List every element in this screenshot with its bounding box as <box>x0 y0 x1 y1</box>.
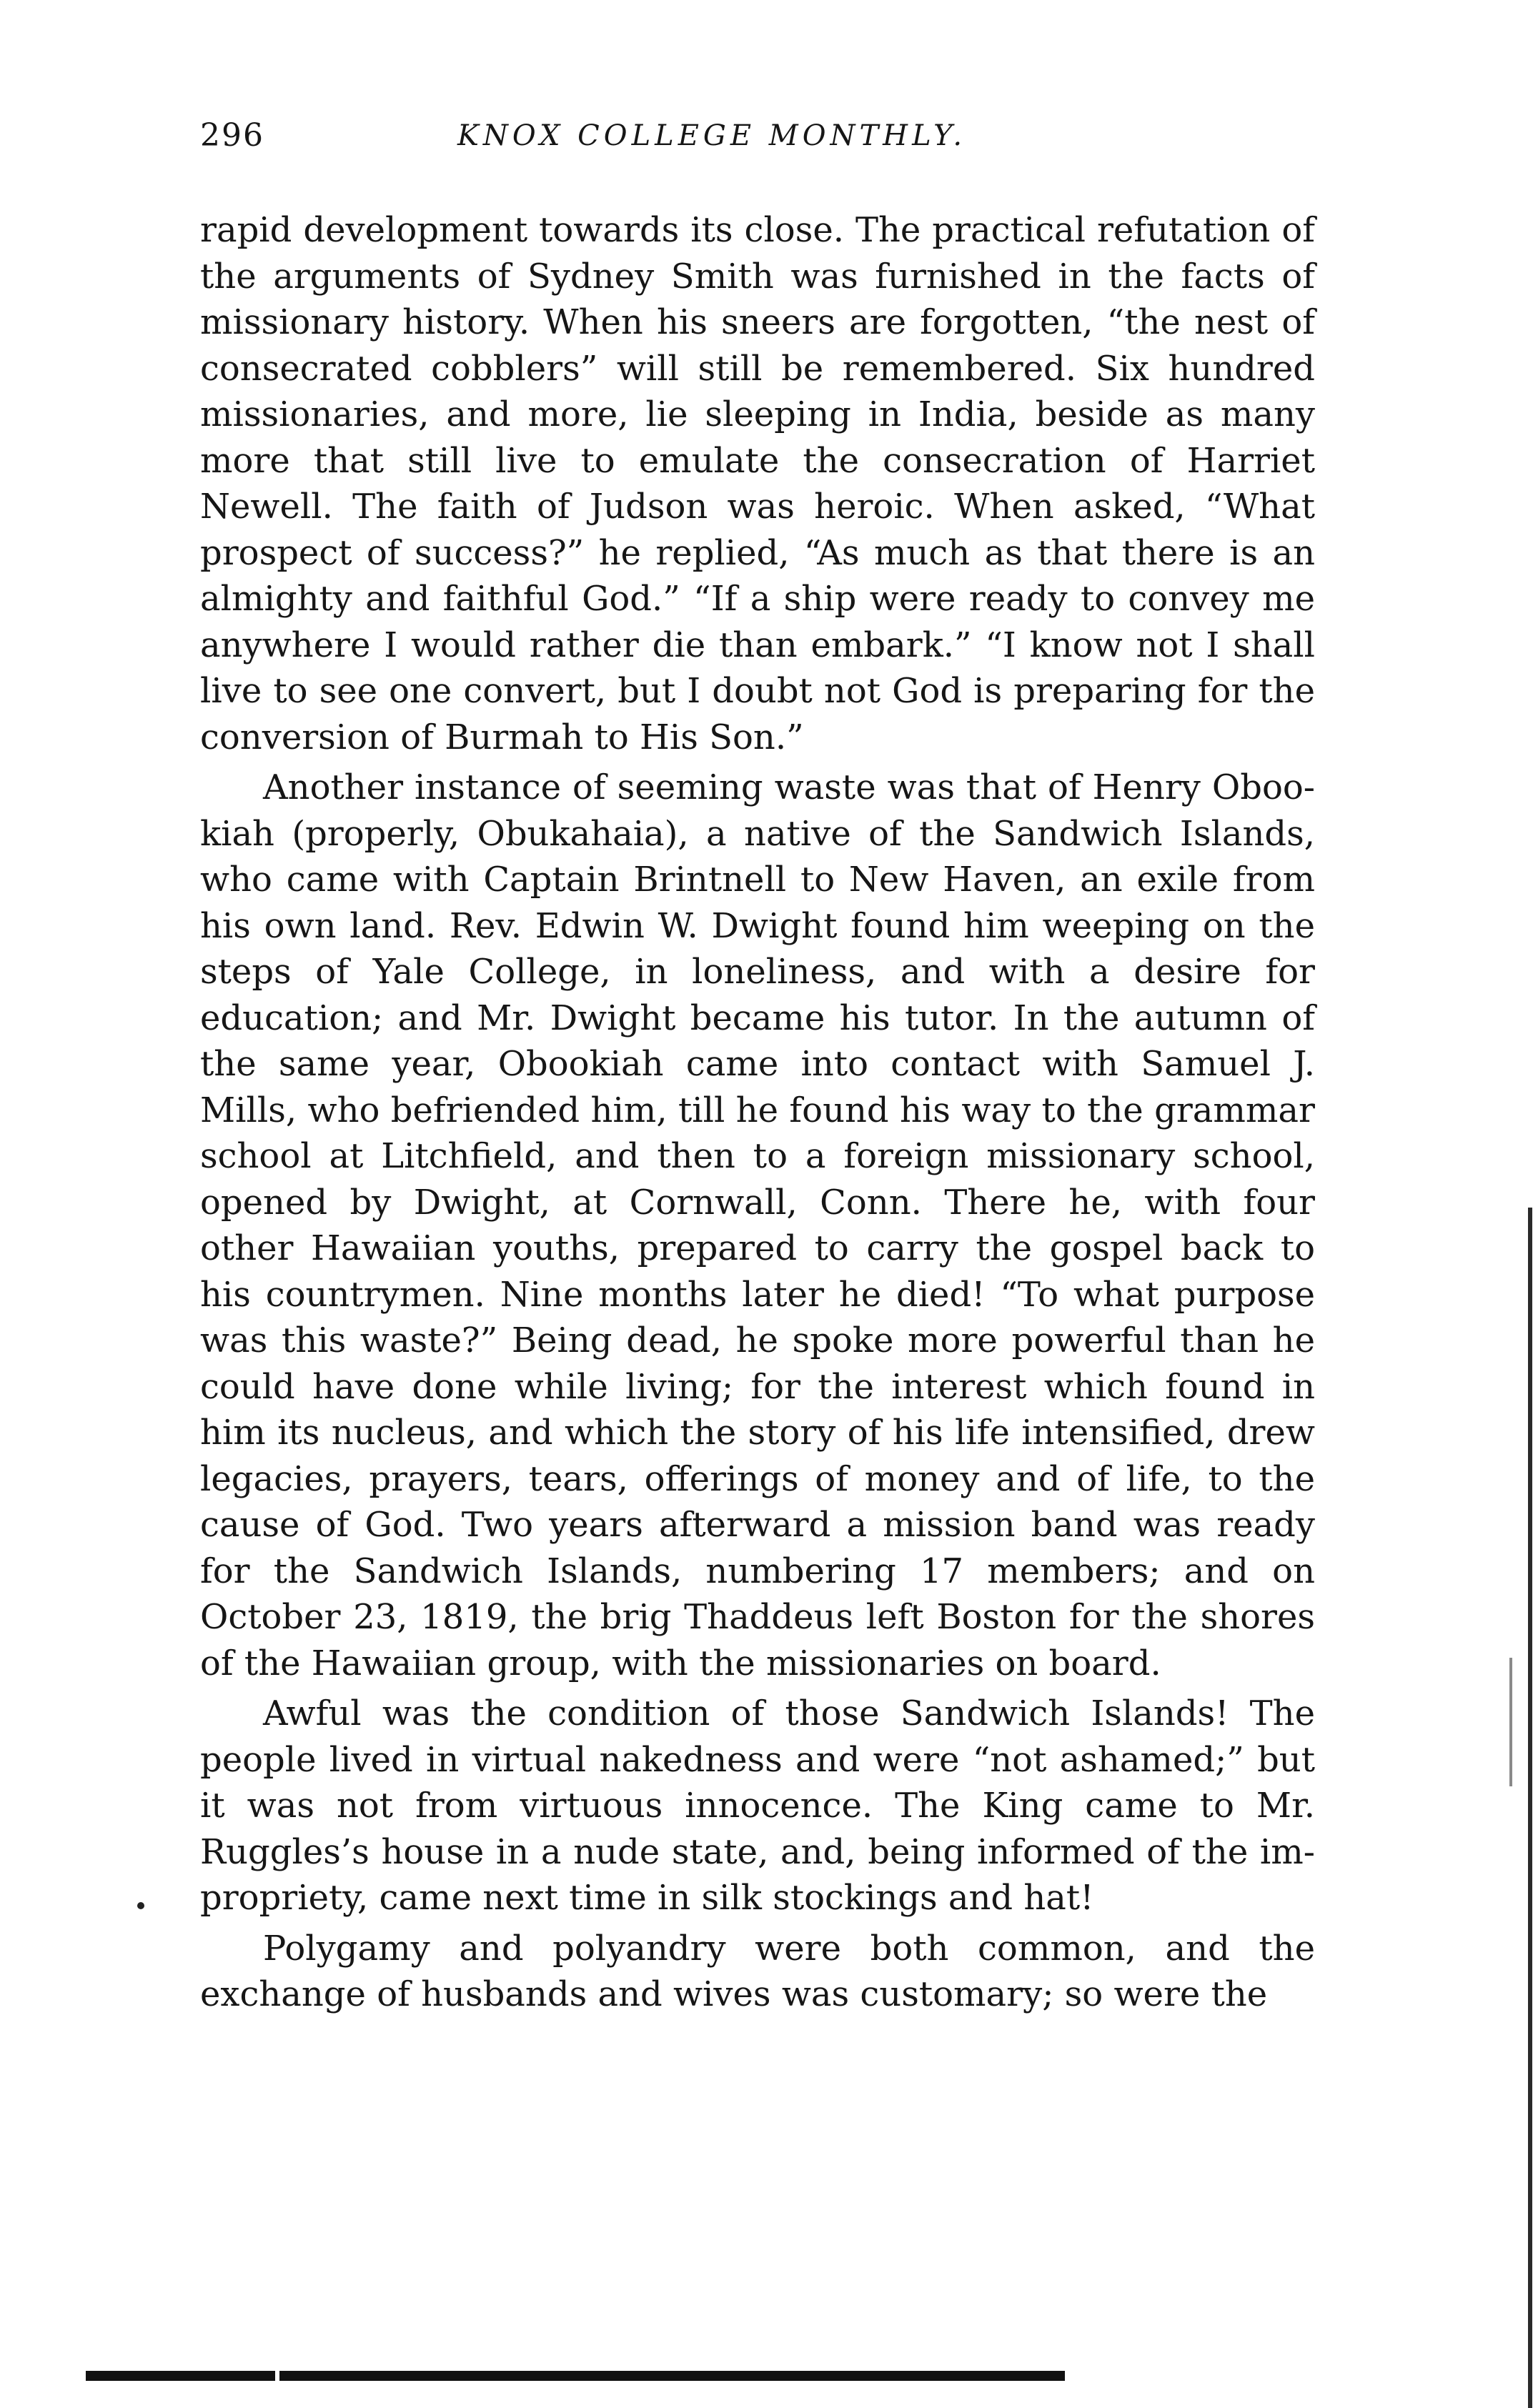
running-head: KNOX COLLEGE MONTHLY. <box>457 119 967 152</box>
scan-bottom-bar-gap <box>275 2369 279 2382</box>
paragraph-sandwich-islands: Awful was the condition of those Sandwich Islands! The people lived in virtual nakedness and were “not ashamed;” but it was not from virtuous innocence. The King came to Mr. Ruggles’s house in a nude state, and, being informed of the impropriety, came next time in silk stockings and hat! <box>200 1693 1315 1918</box>
scan-edge-rule <box>1528 1208 1532 2408</box>
page-number: 296 <box>200 117 264 154</box>
paragraph-judson: rapid development towards its close. The practical refutation of the arguments of Sydney Smith was furnished in the facts of missionary history. When his sneers are forgotten, “the nest of consecrated cobblers” will still be remembered. Six hundred missionaries, and more, lie sleeping in India, beside as many more that still live to emulate the consecration of Harriet Newell. The faith of Judson was heroic. When asked, “What prospect of success?” he replied, “As much as that there is an almighty and faithful God.” “If a ship were ready to convey me anywhere I would rather die than embark.” “I know not I shall live to see one convert, but I doubt not God is preparing for the conversion of Burmah to His Son.” <box>200 210 1315 757</box>
paragraph-polygamy: Polygamy and polyandry were both common, and the exchange of husbands and wives was customary; so were the <box>200 1928 1315 2014</box>
body-text <box>200 207 1315 2018</box>
paragraph-obookiah: Another instance of seeming waste was that of Henry Obookiah (properly, Obukahaia), a native of the Sandwich Islands, who came with Captain Brintnell to New Haven, an exile from his own land. Rev. Edwin W. Dwight found him weeping on the steps of Yale College, in loneliness, and with a desire for education; and Mr. Dwight became his tutor. In the autumn of the same year, Obookiah came into contact with Samuel J. Mills, who befriended him, till he found his way to the grammar school at Litchfield, and then to a foreign missionary school, opened by Dwight, at Cornwall, Conn. There he, with four other Hawaiian youths, prepared to carry the gospel back to his countrymen. Nine months later he died! “To what purpose was this waste?” Being dead, he spoke more powerful than he could have done while living; for the interest which found in him its nucleus, and which the story of his life intensified, drew legacies, prayers, tears, offerings of money and of life, to the cause of God. Two years afterward a mission band was ready for the Sandwich Islands, numbering 17 members; and on October 23, 1819, the brig Thaddeus left Boston for the shores of the Hawaiian group, with the missionaries on board. <box>200 767 1315 1683</box>
page-header <box>200 114 1315 157</box>
margin-speck <box>137 1902 144 1909</box>
scan-bottom-bar <box>86 2371 1065 2381</box>
scan-margin-mark <box>1509 1658 1512 1786</box>
